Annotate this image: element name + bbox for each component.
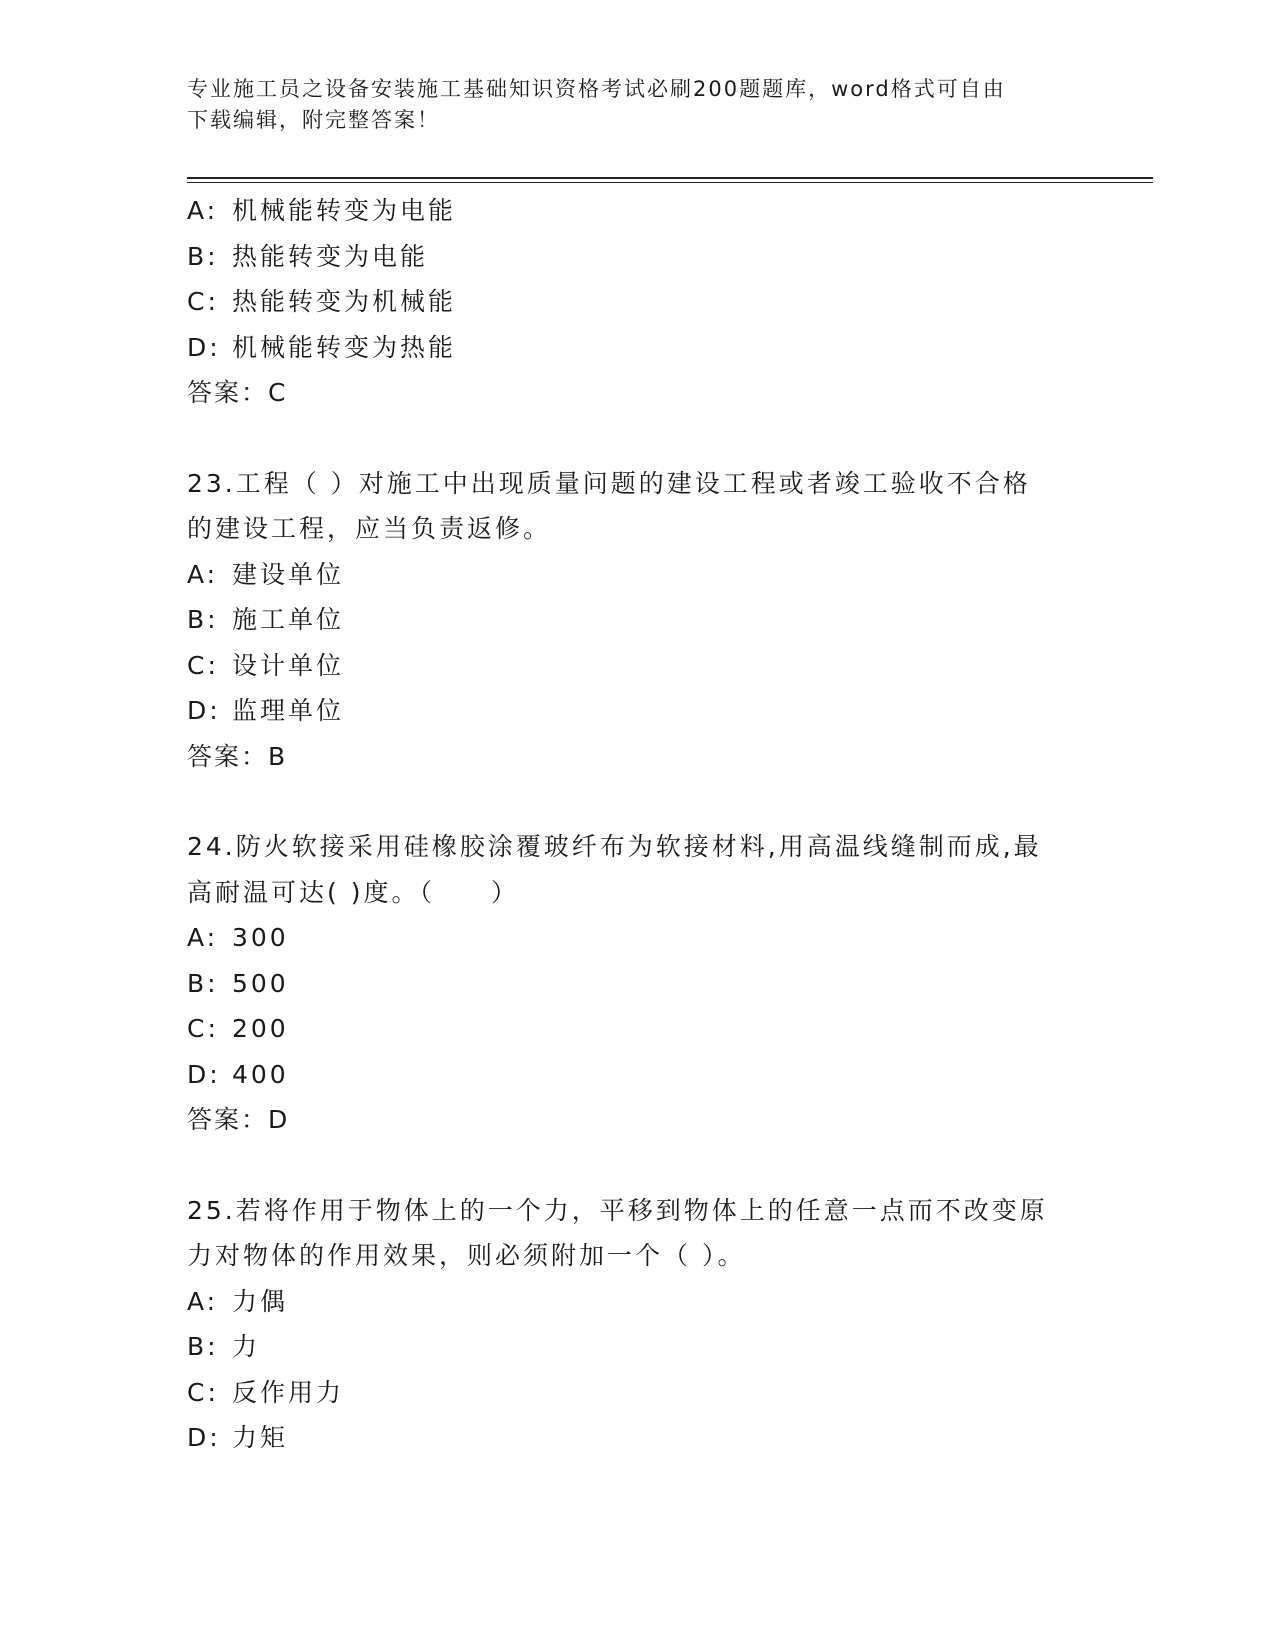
answer-line: 答案：D <box>187 1105 290 1134</box>
option-a <box>187 1279 1087 1325</box>
question-content <box>187 188 1087 1461</box>
option-d <box>187 325 1087 371</box>
question-text-line-2: 高耐温可达( )度。（ ） <box>187 877 519 907</box>
option-label: D: <box>187 1423 221 1452</box>
option-label: C: <box>187 287 219 316</box>
option-d <box>187 1415 1087 1461</box>
question-24 <box>187 824 1087 1143</box>
option-c <box>187 1370 1087 1416</box>
option-c <box>187 643 1087 689</box>
option-label: B: <box>187 605 219 634</box>
option-b <box>187 961 1087 1007</box>
option-text: 300 <box>232 923 289 952</box>
question-23 <box>187 461 1087 780</box>
option-a <box>187 552 1087 598</box>
option-label: B: <box>187 241 219 271</box>
option-text: 监理单位 <box>232 696 345 725</box>
option-text: 200 <box>232 1014 289 1043</box>
question-text-line-1: 24.防火软接采用硅橡胶涂覆玻纤布为软接材料,用高温线缝制而成,最 <box>187 832 1042 861</box>
option-label: D: <box>187 1059 221 1089</box>
option-text: 400 <box>232 1059 289 1089</box>
question-25 <box>187 1188 1087 1461</box>
option-text: 热能转变为机械能 <box>232 287 457 316</box>
option-label: D: <box>187 332 221 362</box>
option-c <box>187 279 1087 325</box>
question-22-continued <box>187 188 1087 416</box>
question-text-line-1: 25.若将作用于物体上的一个力，平移到物体上的任意一点而不改变原 <box>187 1195 1048 1225</box>
option-label: B: <box>187 1332 219 1361</box>
option-text: 施工单位 <box>232 605 345 634</box>
option-label: B: <box>187 968 219 998</box>
option-text: 机械能转变为热能 <box>232 332 457 362</box>
document-header <box>187 74 1067 136</box>
option-text: 力矩 <box>232 1423 289 1452</box>
question-text-line-2: 的建设工程，应当负责返修。 <box>187 514 552 543</box>
header-line-2: 下载编辑，附完整答案！ <box>187 108 440 132</box>
option-d <box>187 1052 1087 1098</box>
option-text: 建设单位 <box>232 559 345 589</box>
option-a <box>187 915 1087 961</box>
answer-line: 答案：C <box>187 378 288 407</box>
option-text: 机械能转变为电能 <box>232 196 457 225</box>
option-text: 力 <box>232 1332 261 1361</box>
option-label: C: <box>187 650 219 680</box>
option-text: 500 <box>232 968 289 998</box>
question-text-line-2: 力对物体的作用效果，则必须附加一个（ ）。 <box>187 1241 746 1270</box>
option-label: A: <box>187 196 219 225</box>
question-text-line-1: 23.工程（ ）对施工中出现质量问题的建设工程或者竣工验收不合格 <box>187 468 1031 498</box>
option-label: C: <box>187 1377 219 1407</box>
header-divider-thick <box>187 177 1153 179</box>
option-label: A: <box>187 1286 219 1316</box>
answer-line: 答案：B <box>187 741 288 771</box>
option-text: 设计单位 <box>232 650 345 680</box>
option-text: 热能转变为电能 <box>232 241 429 271</box>
option-label: C: <box>187 1014 219 1043</box>
option-a <box>187 188 1087 234</box>
option-c <box>187 1006 1087 1052</box>
option-text: 反作用力 <box>232 1377 345 1407</box>
header-divider-thin <box>187 182 1153 183</box>
option-label: A: <box>187 559 219 589</box>
option-d <box>187 688 1087 734</box>
option-b <box>187 1324 1087 1370</box>
option-b <box>187 597 1087 643</box>
header-line-1: 专业施工员之设备安装施工基础知识资格考试必刷200题题库，word格式可自由 <box>187 77 1006 101</box>
option-b <box>187 234 1087 280</box>
option-label: D: <box>187 696 221 725</box>
option-text: 力偶 <box>232 1286 289 1316</box>
option-label: A: <box>187 923 219 952</box>
